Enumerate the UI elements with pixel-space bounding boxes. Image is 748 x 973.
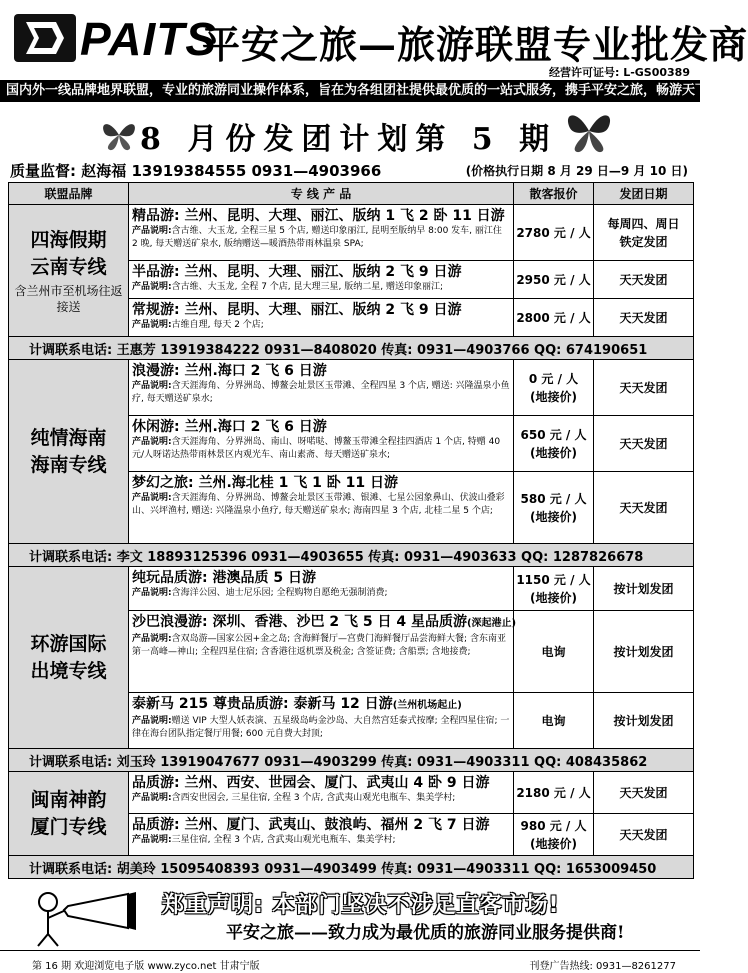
price-cell: 980 元 / 人 (地接价) — [514, 814, 594, 856]
brand-name: 厦门专线 — [30, 815, 107, 838]
brand-name: 云南专线 — [30, 255, 107, 278]
brand-cell — [9, 205, 129, 337]
brand-name: 闽南神韵 — [30, 788, 107, 811]
footer-issue: 第 16 期 欢迎浏览电子版 www.zyco.net 甘肃宁版 — [32, 961, 260, 972]
contact-row — [9, 337, 694, 360]
butterfly-icon — [564, 108, 614, 154]
product-description: 产品说明:古维自理, 每天 2 个店; — [132, 320, 264, 330]
mission-statement: 平安之旅——致力成为最优质的旅游同业服务提供商! — [226, 923, 625, 943]
notice-statement: 郑重声明: 本部门坚决不涉足直客市场! — [162, 893, 560, 918]
departure-cell: 按计划发团 — [594, 693, 694, 749]
brand-name: 出境专线 — [30, 659, 107, 682]
product-description: 产品说明:含海洋公园、迪士尼乐园; 全程购物自愿绝无强制消费; — [132, 588, 388, 598]
product-cell — [129, 611, 517, 693]
notice-section — [0, 886, 700, 946]
brand-name: 环游国际 — [30, 632, 107, 655]
column-header: 发团日期 — [594, 183, 694, 205]
product-name: 品质游: 兰州、西安、世园会、厦门、武夷山 4 卧 9 日游 — [132, 775, 490, 791]
slogan-banner: 国内外一线品牌地界联盟，专业的旅游同业操作体系，旨在为各组团社提供最优质的一站式服务，携手平安之旅，畅游天下! — [0, 80, 700, 102]
departure-cell: 天天发团 — [594, 772, 694, 814]
logo-text: PAITS — [80, 13, 218, 65]
contact-row — [9, 749, 694, 772]
product-description: 产品说明:含双岛游—国家公园+金之岛; 含海鲜餐厅—宫费门海鲜餐厅品尝海鲜大餐; 含东南亚第一高峰—神山; 全程四星住宿; 含香港往返机票及税金; 含签证费; 含船票; 含地接费; — [132, 634, 506, 657]
plan-title: 8 月份发团计划第 5 期 — [140, 122, 558, 157]
departure-cell: 每周四、周日 铁定发团 — [594, 205, 694, 261]
price-period: (价格执行日期 8 月 29 日—9 月 10 日) — [465, 164, 688, 178]
departure-cell: 天天发团 — [594, 472, 694, 544]
product-name: 泰新马 215 尊贵品质游: 泰新马 12 日游(兰州机场起止) — [132, 696, 462, 712]
product-cell — [129, 772, 514, 814]
column-header: 专 线 产 品 — [129, 183, 514, 205]
product-description: 产品说明:含西安世园会, 三星住宿, 全程 3 个店, 含武夷山观光电瓶车、集美学村; — [132, 793, 456, 803]
footer-ad-hotline: 刊登广告热线: 0931—8261277 — [529, 961, 676, 972]
price-cell: 电询 — [514, 611, 594, 693]
megaphone-person-icon — [8, 888, 148, 948]
table-row — [9, 772, 694, 814]
contact-info: 计调联系电话: 王惠芳 13919384222 0931—8408020 传真: 0931—4903766 QQ: 674190651 — [9, 337, 694, 360]
product-cell — [129, 814, 514, 856]
price-cell: 2180 元 / 人 — [514, 772, 594, 814]
price-cell: 2780 元 / 人 — [514, 205, 594, 261]
departure-cell: 天天发团 — [594, 416, 694, 472]
product-cell — [129, 360, 514, 416]
license-number: 经营许可证号: L-GS00389 — [548, 66, 690, 79]
product-cell — [129, 205, 514, 261]
price-cell: 1150 元 / 人 (地接价) — [514, 567, 594, 611]
departure-cell: 按计划发团 — [594, 611, 694, 693]
brand-name: 纯情海南 — [30, 426, 107, 449]
product-name: 纯玩品质游: 港澳品质 5 日游 — [132, 570, 316, 586]
departure-cell: 按计划发团 — [594, 567, 694, 611]
table-header-row — [9, 183, 694, 205]
column-header: 散客报价 — [514, 183, 594, 205]
quality-supervisor: 质量监督: 赵海福 13919384555 0931—4903966 — [10, 162, 382, 180]
price-cell: 2950 元 / 人 — [514, 261, 594, 299]
tour-table — [8, 182, 694, 879]
price-cell: 650 元 / 人 (地接价) — [514, 416, 594, 472]
table-row — [9, 567, 694, 611]
table-row — [9, 205, 694, 261]
product-cell — [129, 472, 514, 544]
product-name: 精品游: 兰州、昆明、大理、丽江、版纳 1 飞 2 卧 11 日游 — [132, 208, 505, 224]
product-description: 产品说明:含天涯海角、分界洲岛、博鳌会址景区玉带滩、全程四星 3 个店, 赠送: 兴隆温泉小鱼疗, 每天赠送矿泉水; — [132, 381, 510, 404]
brand-cell — [9, 567, 129, 749]
contact-row — [9, 856, 694, 879]
product-name: 品质游: 兰州、厦门、武夷山、鼓浪屿、福州 2 飞 7 日游 — [132, 817, 490, 833]
contact-info: 计调联系电话: 李文 18893125396 0931—4903655 传真: 0931—4903633 QQ: 1287826678 — [9, 544, 694, 567]
product-cell — [129, 261, 514, 299]
product-name: 梦幻之旅: 兰州.海北桂 1 飞 1 卧 11 日游 — [132, 475, 398, 491]
contact-row — [9, 544, 694, 567]
product-cell — [129, 299, 514, 337]
product-cell — [129, 416, 514, 472]
product-description: 产品说明:含古维、大玉龙, 全程三星 5 个店, 赠送印象丽江, 昆明至版纳早 8:00 发车, 丽江住 2 晚, 每天赠送矿泉水, 版纳赠送—暖酒热带雨林温泉 SPA; — [132, 226, 502, 249]
departure-cell: 天天发团 — [594, 261, 694, 299]
table-row — [9, 360, 694, 416]
butterfly-icon — [100, 118, 138, 152]
departure-cell: 天天发团 — [594, 299, 694, 337]
product-description: 产品说明:赠送 VIP 大型人妖表演、五星级岛屿金沙岛、大自然宫廷泰式按摩; 全程四星住宿; 一律在海台团队指定餐厅用餐; 600 元自费大封顶; — [132, 716, 510, 739]
product-description: 产品说明:含天涯海角、分界洲岛、博鳌会址景区玉带滩、银滩、七星公园象鼻山、伏波山叠彩山、兴坪渔村, 赠送: 兴隆温泉小鱼疗, 每天赠送矿泉水; 海南四星 3 个店, 北桂二星 5 个店; — [132, 493, 505, 516]
departure-cell: 天天发团 — [594, 814, 694, 856]
price-cell: 2800 元 / 人 — [514, 299, 594, 337]
page-title: 平安之旅—旅游联盟专业批发商 — [202, 22, 748, 67]
contact-info: 计调联系电话: 刘玉玲 13919047677 0931—4903299 传真: 0931—4903311 QQ: 408435862 — [9, 749, 694, 772]
product-name: 半品游: 兰州、昆明、大理、丽江、版纳 2 飞 9 日游 — [132, 264, 462, 280]
logo-mark — [14, 14, 76, 62]
product-name: 常规游: 兰州、昆明、大理、丽江、版纳 2 飞 9 日游 — [132, 302, 462, 318]
product-cell — [129, 693, 514, 749]
brand-name: 四海假期 — [30, 228, 107, 251]
product-name: 休闲游: 兰州.海口 2 飞 6 日游 — [132, 419, 327, 435]
contact-info: 计调联系电话: 胡美玲 15095408393 0931—4903499 传真: 0931—4903311 QQ: 1653009450 — [9, 856, 694, 879]
price-cell: 0 元 / 人 (地接价) — [514, 360, 594, 416]
product-cell — [129, 567, 514, 611]
product-name: 浪漫游: 兰州.海口 2 飞 6 日游 — [132, 363, 327, 379]
brand-cell — [9, 772, 129, 856]
brand-cell — [9, 360, 129, 544]
departure-cell: 天天发团 — [594, 360, 694, 416]
price-cell: 电询 — [514, 693, 594, 749]
price-cell: 580 元 / 人 (地接价) — [514, 472, 594, 544]
footer — [0, 950, 700, 973]
logo-icon — [14, 14, 76, 62]
brand-note: 含兰州市至机场往返接送 — [14, 283, 123, 314]
header — [0, 0, 748, 80]
product-description: 产品说明:含古维、大玉龙, 全程 7 个店, 昆大理三星, 版纳二星, 赠送印象丽江; — [132, 282, 443, 292]
column-header: 联盟品牌 — [9, 183, 129, 205]
brand-name: 海南专线 — [30, 453, 107, 476]
product-description: 产品说明:含天涯海角、分界洲岛、南山、呀喏哒、博鳌玉带滩全程挂四酒店 1 个店, 特赠 40 元/人呀诺达热带雨林景区内观光车、南山素斋、每天赠送矿泉水; — [132, 437, 501, 460]
product-description: 产品说明:三星住宿, 全程 3 个店, 含武夷山观光电瓶车、集美学村; — [132, 835, 396, 845]
product-name: 沙巴浪漫游: 深圳、香港、沙巴 2 飞 5 日 4 星品质游(深起港止) — [132, 614, 517, 630]
